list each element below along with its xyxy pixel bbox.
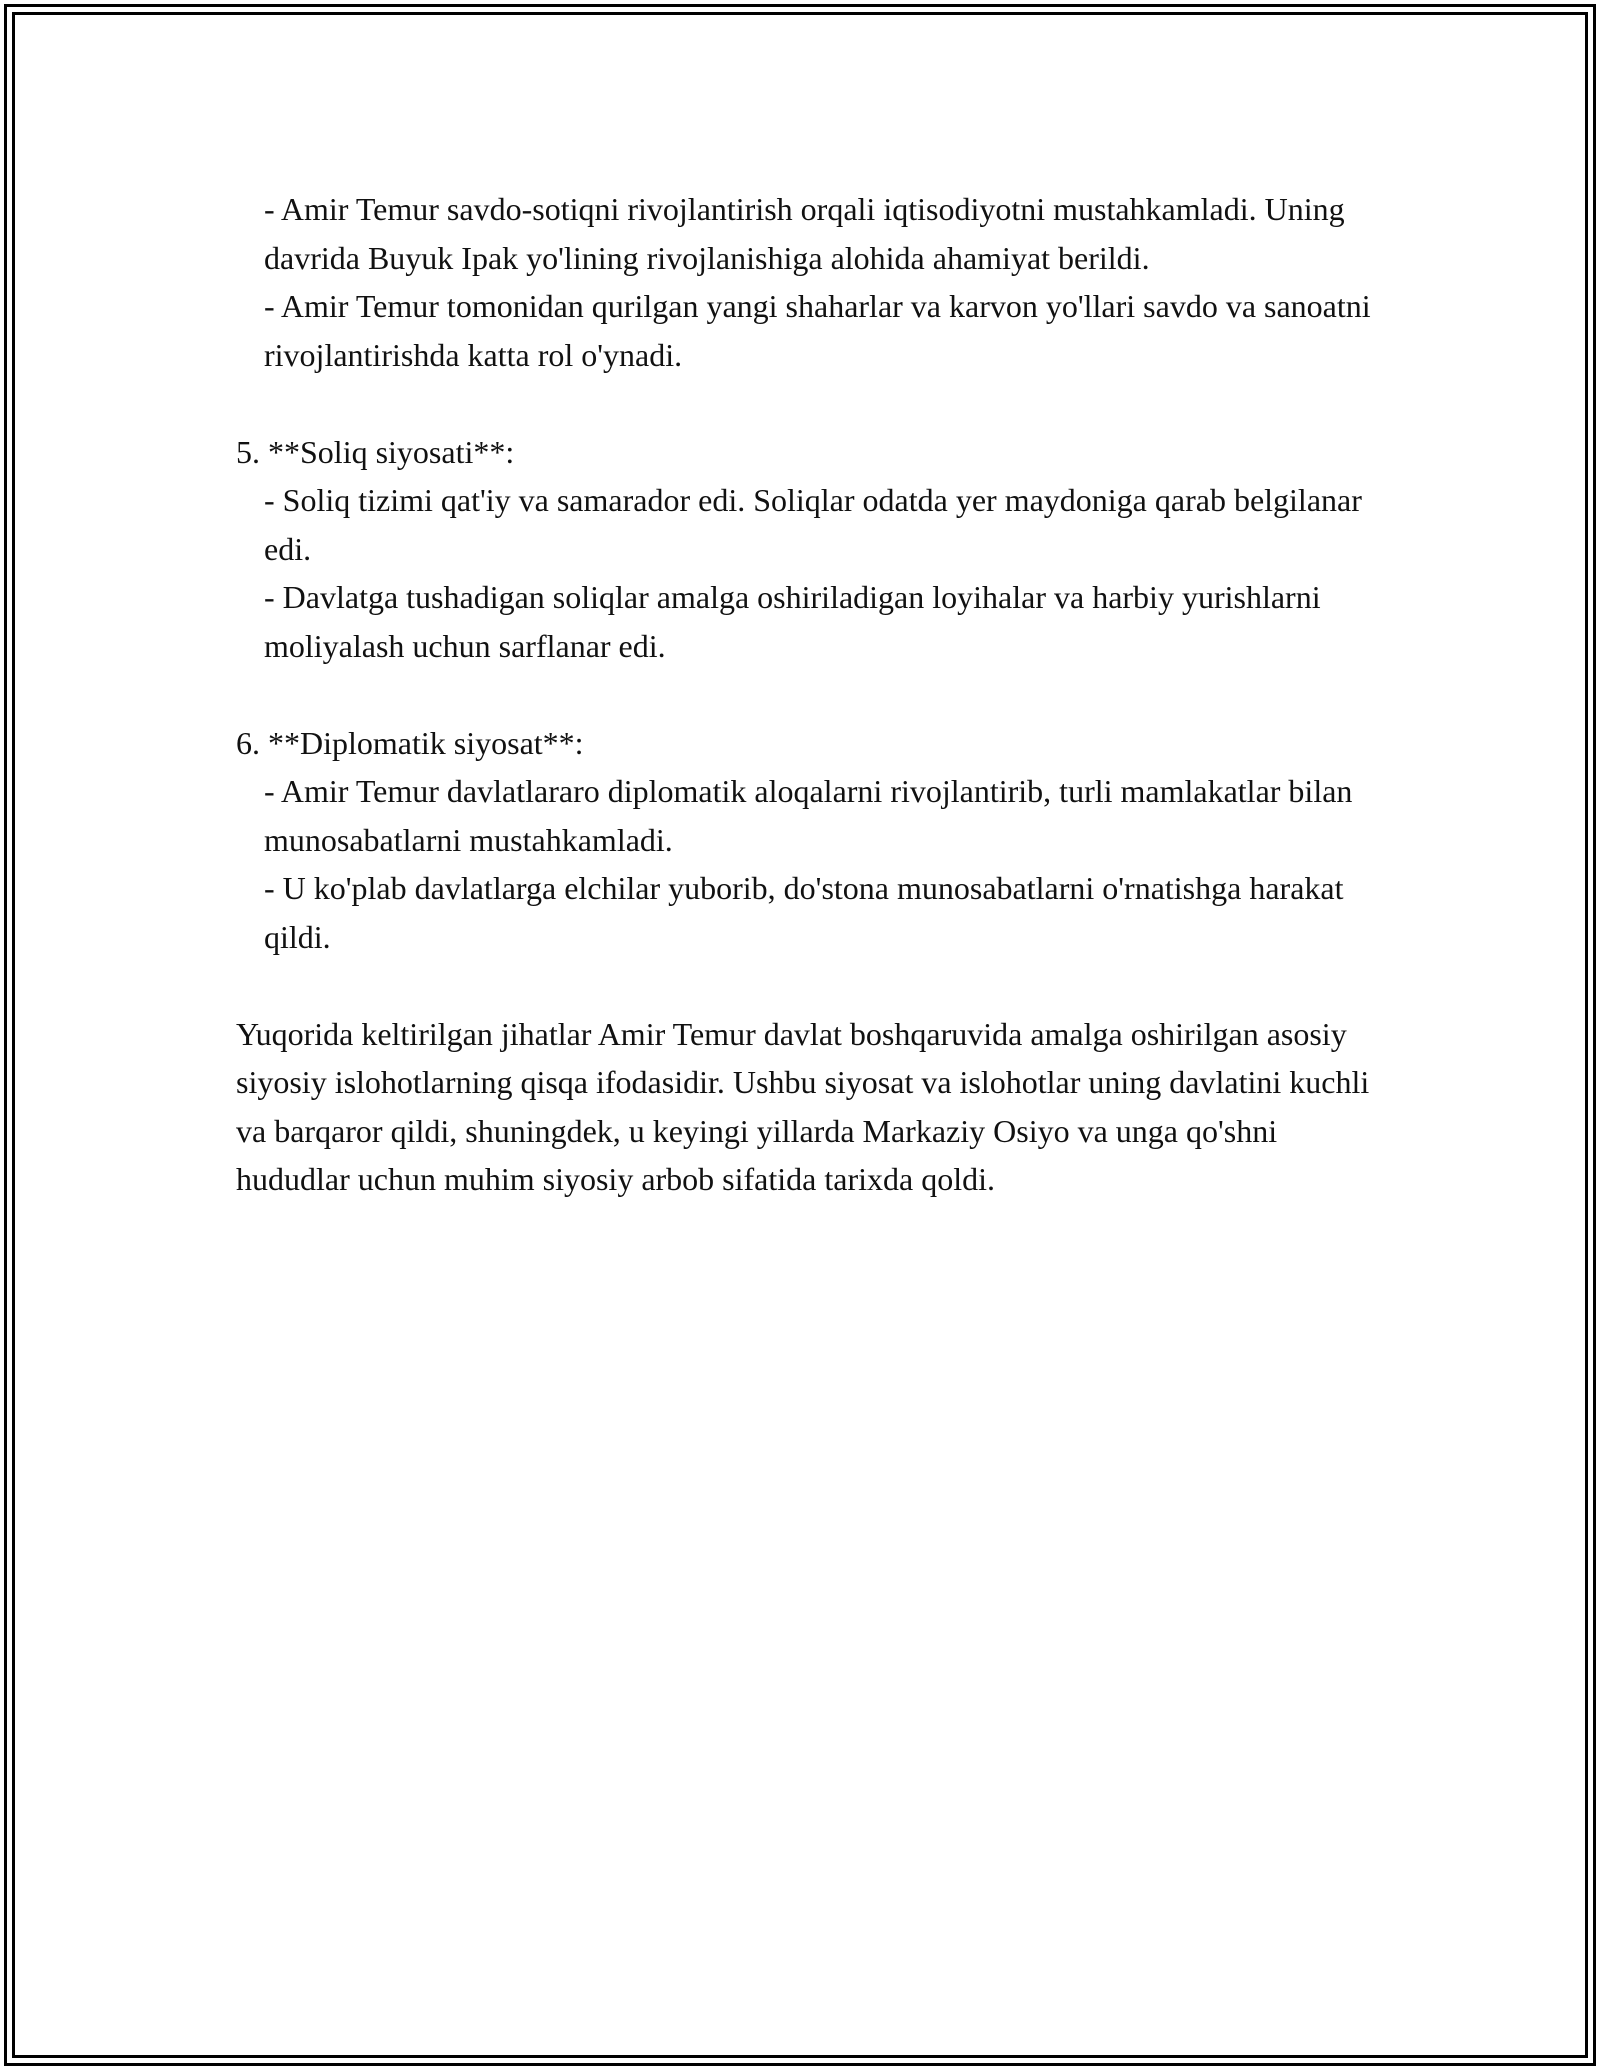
bullet-envoys: - U ko'plab davlatlarga elchilar yuborib, do'stona munosabatlarni o'rnatishga harakat qildi. [264,870,1344,955]
bullet-trade-economy: - Amir Temur savdo-sotiqni rivojlantirish orqali iqtisodiyotni mustahkamladi. Uning davrida Buyuk Ipak yo'lining rivojlanishiga alohida ahamiyat berildi. [264,191,1345,276]
bullet-new-cities-caravan-routes: - Amir Temur tomonidan qurilgan yangi shaharlar va karvon yo'llari savdo va sanoatni rivojlantirishda katta rol o'ynadi. [264,288,1371,373]
paragraph-gap [236,961,1396,1010]
paragraph-gap [236,379,1396,428]
section-heading-tax-policy: 5. **Soliq siyosati**: [236,433,515,470]
document-body [236,185,1396,1204]
bullet-diplomatic-relations: - Amir Temur davlatlararo diplomatik aloqalarni rivojlantirib, turli mamlakatlar bilan munosabatlarni mustahkamladi. [264,773,1353,858]
conclusion-paragraph: Yuqorida keltirilgan jihatlar Amir Temur davlat boshqaruvida amalga oshirilgan asosiy siyosiy islohotlarning qisqa ifodasidir. Ushbu siyosat va islohotlar uning davlatini kuchli va barqaror qildi, shuningdek, u keyingi yillarda Markaziy Osiyo va unga qo'shni hududlar uchun muhim siyosiy arbob sifatida tarixda qoldi. [236,1015,1370,1197]
bullet-tax-system: - Soliq tizimi qat'iy va samarador edi. Soliqlar odatda yer maydoniga qarab belgilanar edi. [264,482,1362,567]
paragraph-gap [236,670,1396,719]
section-heading-diplomatic-policy: 6. **Diplomatik siyosat**: [236,724,584,761]
bullet-tax-spending: - Davlatga tushadigan soliqlar amalga oshiriladigan loyihalar va harbiy yurishlarni moliyalash uchun sarflanar edi. [264,579,1321,664]
